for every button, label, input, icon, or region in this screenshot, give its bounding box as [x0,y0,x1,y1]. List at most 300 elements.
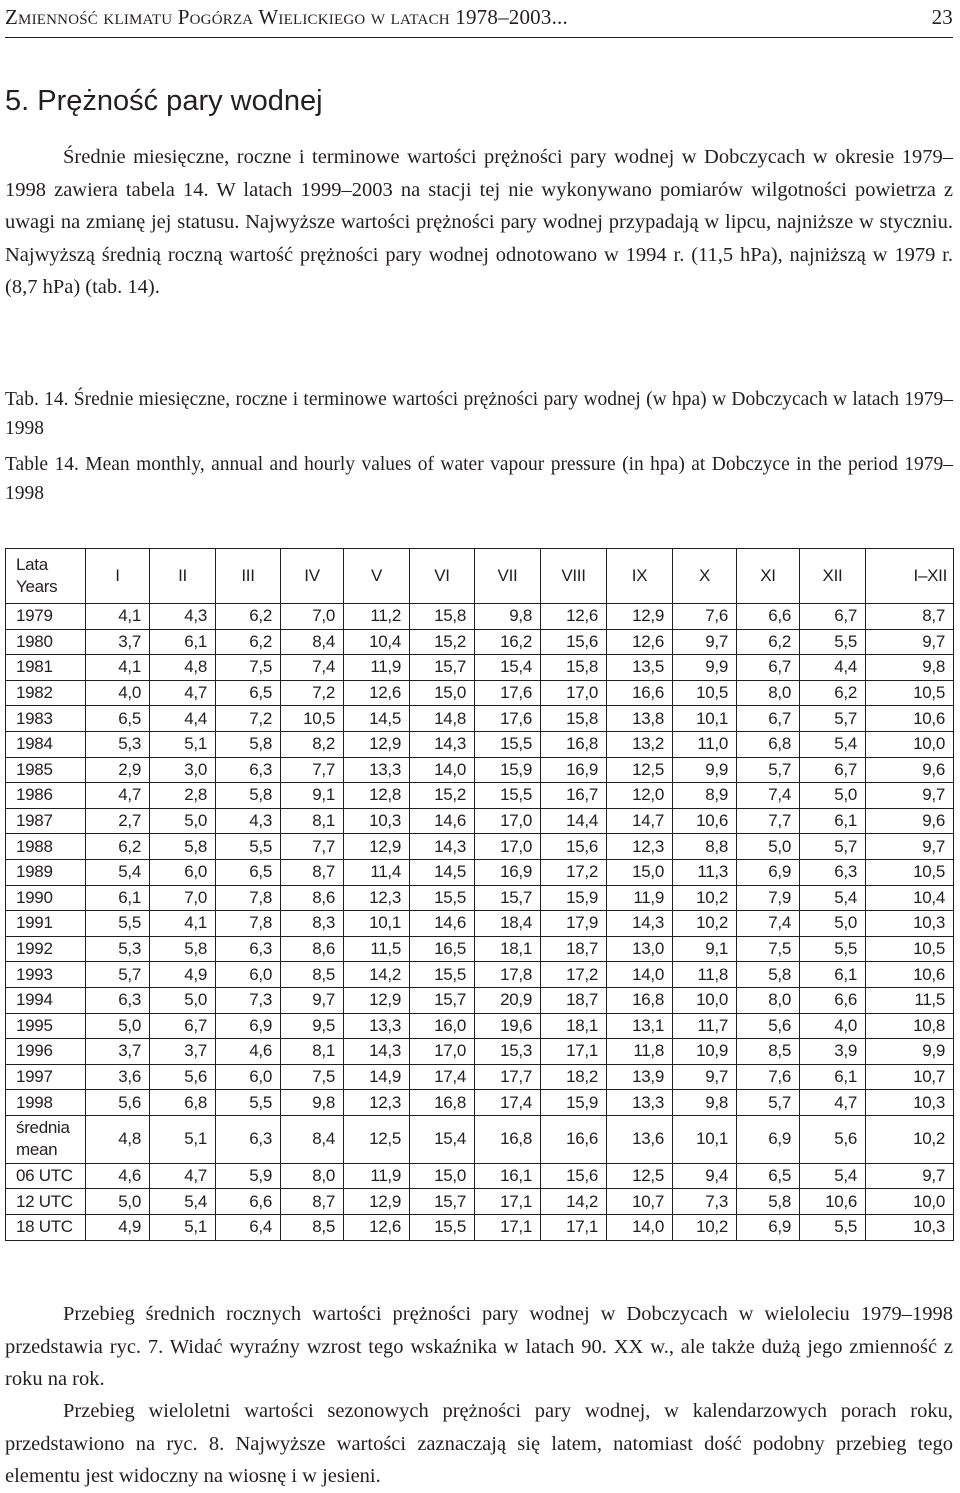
table-cell: 5,0 [150,808,216,834]
table-cell: 4,8 [150,655,216,681]
table-cell: 7,8 [216,885,281,911]
table-cell: 14,0 [410,757,475,783]
table-cell: 17,1 [541,1039,607,1065]
table-cell: 8,6 [281,885,344,911]
row-label: 1993 [6,962,86,988]
table-cell: 4,8 [86,1115,150,1163]
table-cell: 17,6 [475,680,541,706]
table-cell: 11,4 [344,859,410,885]
table-cell: 11,2 [344,604,410,630]
table-cell: 11,9 [344,655,410,681]
table-cell: 10,0 [866,731,954,757]
table-cell: 14,6 [410,911,475,937]
table-cell: 12,9 [344,731,410,757]
table-cell: 16,9 [541,757,607,783]
table-cell: 6,1 [800,1064,866,1090]
table-cell: 4,4 [150,706,216,732]
table-cell: 15,2 [410,783,475,809]
column-header: IV [281,549,344,604]
row-label-line: średnia [16,1118,70,1138]
table-cell: 14,4 [541,808,607,834]
table-cell: 7,0 [150,885,216,911]
table-cell: 6,1 [800,808,866,834]
table-cell: 7,5 [216,655,281,681]
table-row [6,936,954,962]
column-header: XII [800,549,866,604]
table-cell: 4,1 [150,911,216,937]
table-cell: 15,7 [410,655,475,681]
table-cell: 4,1 [86,604,150,630]
table-cell: 16,0 [410,1013,475,1039]
row-label: 1983 [6,706,86,732]
table-cell: 6,2 [800,680,866,706]
table-cell: 15,5 [410,885,475,911]
table-caption-en: Table 14. Mean monthly, annual and hourly values of water vapour pressure (in hpa) at Dobczyce in the period 1979–1998 [5,454,953,504]
table-cell: 7,5 [281,1064,344,1090]
table-cell: 5,7 [737,757,800,783]
table-cell: 5,8 [737,962,800,988]
table-cell: 9,6 [866,808,954,834]
table-cell: 5,0 [737,834,800,860]
table-cell: 19,6 [475,1013,541,1039]
table-cell: 14,7 [607,808,673,834]
table-cell: 9,7 [281,987,344,1013]
table-cell: 3,7 [86,629,150,655]
table-cell: 6,7 [737,655,800,681]
table-caption-pl: Tab. 14. Średnie miesięczne, roczne i terminowe wartości prężności pary wodnej (w hpa) w Dobczycach w latach 1979–1998 [5,389,953,439]
header-label-bottom: Years [16,577,58,596]
table-cell: 18,7 [541,936,607,962]
table-cell: 5,7 [800,834,866,860]
table-cell: 8,0 [281,1163,344,1189]
table-cell: 10,2 [866,1115,954,1163]
table-cell: 12,3 [344,1090,410,1116]
table-cell: 7,8 [216,911,281,937]
table-cell: 8,4 [281,629,344,655]
column-header: VIII [541,549,607,604]
table-cell: 15,2 [410,629,475,655]
table-cell: 4,3 [150,604,216,630]
table-row [6,783,954,809]
table-cell: 9,4 [673,1163,737,1189]
table-cell: 18,7 [541,987,607,1013]
table-cell: 15,8 [541,706,607,732]
water-vapour-table [5,548,954,1241]
table-cell: 13,3 [607,1090,673,1116]
table-cell: 13,2 [607,731,673,757]
table-cell: 5,7 [737,1090,800,1116]
table-cell: 7,6 [673,604,737,630]
table-cell: 8,7 [866,604,954,630]
table-cell: 5,6 [737,1013,800,1039]
table-cell: 17,4 [410,1064,475,1090]
table-cell: 11,8 [673,962,737,988]
table-cell: 7,7 [737,808,800,834]
table-cell: 14,3 [344,1039,410,1065]
table-cell: 8,0 [737,680,800,706]
table-cell: 7,2 [281,680,344,706]
table-row [6,885,954,911]
row-label: 1981 [6,655,86,681]
table-cell: 5,1 [150,1115,216,1163]
table-cell: 6,2 [86,834,150,860]
page-number: 23 [931,5,953,29]
table-cell: 15,5 [410,1215,475,1241]
hour-row [6,1189,954,1215]
table-cell: 8,6 [281,936,344,962]
table-cell: 5,5 [216,1090,281,1116]
table-cell: 13,5 [607,655,673,681]
table-cell: 5,5 [216,834,281,860]
table-cell: 9,8 [673,1090,737,1116]
table-cell: 16,1 [475,1163,541,1189]
table-cell: 17,2 [541,962,607,988]
table-cell: 6,6 [216,1189,281,1215]
table-cell: 4,7 [150,680,216,706]
table-cell: 18,4 [475,911,541,937]
table-cell: 15,3 [475,1039,541,1065]
table-cell: 6,9 [737,859,800,885]
table-cell: 15,9 [541,885,607,911]
table-row [6,1039,954,1065]
table-cell: 5,0 [150,987,216,1013]
table-row [6,962,954,988]
table-cell: 13,3 [344,1013,410,1039]
table-cell: 10,3 [344,808,410,834]
table-cell: 14,9 [344,1064,410,1090]
table-cell: 8,8 [673,834,737,860]
table-cell: 12,6 [607,629,673,655]
table-cell: 8,2 [281,731,344,757]
table-row [6,1013,954,1039]
table-cell: 9,9 [673,757,737,783]
table-cell: 12,3 [344,885,410,911]
row-label: 1987 [6,808,86,834]
row-label: 1988 [6,834,86,860]
row-label: 1991 [6,911,86,937]
table-cell: 9,5 [281,1013,344,1039]
table-cell: 6,8 [150,1090,216,1116]
table-cell: 15,6 [541,834,607,860]
table-cell: 15,9 [475,757,541,783]
table-cell: 5,1 [150,731,216,757]
table-cell: 11,3 [673,859,737,885]
mean-row [6,1115,954,1163]
intro-paragraph: Średnie miesięczne, roczne i terminowe wartości prężności pary wodnej w Dobczycach w okresie 1979–1998 zawiera tabela 14. W latach 1999–2003 na stacji tej nie wykonywano pomiarów wilgotności powietrza z uwagi na zmianę jej statusu. Najwyższe wartości prężności pary wodnej przypadają w lipcu, najniższe w styczniu. Najwyższą średnią roczną wartość prężności pary wodnej odnotowano w 1994 r. (11,5 hPa), najniższą w 1979 r. (8,7 hPa) (tab. 14). [5,146,953,298]
table-cell: 10,4 [344,629,410,655]
table-cell: 8,9 [673,783,737,809]
table-cell: 5,8 [150,834,216,860]
table-cell: 9,7 [866,834,954,860]
header-rule [5,37,953,38]
table-cell: 7,3 [673,1189,737,1215]
table-cell: 11,8 [607,1039,673,1065]
table-cell: 8,1 [281,1039,344,1065]
table-cell: 6,7 [150,1013,216,1039]
table-cell: 7,4 [737,911,800,937]
table-cell: 12,5 [607,1163,673,1189]
row-label: 06 UTC [6,1163,86,1189]
table-cell: 9,7 [673,629,737,655]
table-cell: 4,1 [86,655,150,681]
table-cell: 14,3 [410,731,475,757]
table-cell: 17,0 [410,1039,475,1065]
row-label: 1997 [6,1064,86,1090]
table-cell: 7,5 [737,936,800,962]
table-cell: 10,5 [281,706,344,732]
table-cell: 10,7 [866,1064,954,1090]
table-cell: 6,3 [216,936,281,962]
table-cell: 15,5 [410,962,475,988]
closing-paragraph-1: Przebieg średnich rocznych wartości prężności pary wodnej w Dobczycach w wieloleciu 1979–1998 przedstawia ryc. 7. Widać wyraźny wzrost tego wskaźnika w latach 90. XX w., ale także dużą jego zmienność z roku na rok. [5,1303,953,1390]
table-cell: 5,6 [150,1064,216,1090]
table-row [6,706,954,732]
row-label-line: mean [16,1140,58,1160]
table-cell: 11,5 [344,936,410,962]
table-cell: 16,6 [607,680,673,706]
table-cell: 17,7 [475,1064,541,1090]
row-label: 1984 [6,731,86,757]
table-cell: 4,9 [86,1215,150,1241]
table-cell: 7,7 [281,757,344,783]
table-cell: 17,8 [475,962,541,988]
table-cell: 9,8 [866,655,954,681]
table-cell: 14,6 [410,808,475,834]
table-cell: 17,0 [475,834,541,860]
table-cell: 15,0 [410,1163,475,1189]
table-cell: 8,1 [281,808,344,834]
table-cell: 5,0 [86,1013,150,1039]
table-cell: 12,9 [344,1189,410,1215]
table-cell: 11,7 [673,1013,737,1039]
table-body [6,604,954,1241]
table-cell: 10,3 [866,1090,954,1116]
table-cell: 15,8 [410,604,475,630]
table-cell: 7,7 [281,834,344,860]
table-cell: 12,9 [607,604,673,630]
table-cell: 12,5 [344,1115,410,1163]
table-cell: 10,3 [866,1215,954,1241]
table-cell: 4,9 [150,962,216,988]
table-cell: 10,6 [673,808,737,834]
table-cell: 9,7 [866,629,954,655]
table-cell: 3,0 [150,757,216,783]
table-cell: 5,8 [216,783,281,809]
running-head [5,4,953,30]
table-cell: 6,3 [216,1115,281,1163]
row-label: 12 UTC [6,1189,86,1215]
table-cell: 10,1 [673,1115,737,1163]
table-cell: 13,6 [607,1115,673,1163]
table-cell: 9,8 [475,604,541,630]
table-row [6,808,954,834]
table-cell: 10,6 [866,706,954,732]
table-cell: 15,0 [607,859,673,885]
table-cell: 6,7 [737,706,800,732]
table-cell: 5,6 [86,1090,150,1116]
table-cell: 5,8 [150,936,216,962]
table-cell: 11,9 [344,1163,410,1189]
table-cell: 17,1 [541,1215,607,1241]
table-cell: 4,0 [800,1013,866,1039]
table-cell: 6,5 [737,1163,800,1189]
header-label-top: Lata [16,555,48,574]
table-cell: 18,1 [475,936,541,962]
table-cell: 6,3 [216,757,281,783]
table-cell: 10,7 [607,1189,673,1215]
table-cell: 12,9 [344,834,410,860]
table-cell: 17,0 [475,808,541,834]
table-cell: 2,9 [86,757,150,783]
table-cell: 10,2 [673,911,737,937]
table-cell: 8,5 [281,962,344,988]
table-cell: 15,7 [410,1189,475,1215]
table-cell: 6,9 [216,1013,281,1039]
table-cell: 14,8 [410,706,475,732]
table-cell: 10,1 [344,911,410,937]
column-header: II [150,549,216,604]
table-cell: 13,3 [344,757,410,783]
table-cell: 6,9 [737,1215,800,1241]
table-cell: 9,1 [281,783,344,809]
table-cell: 6,6 [800,987,866,1013]
table-cell: 3,6 [86,1064,150,1090]
table-cell: 12,6 [541,604,607,630]
table-cell: 5,5 [86,911,150,937]
table-cell: 6,2 [737,629,800,655]
table-cell: 11,5 [866,987,954,1013]
table-cell: 7,0 [281,604,344,630]
table-cell: 12,8 [344,783,410,809]
table-cell: 12,5 [607,757,673,783]
table-cell: 12,9 [344,987,410,1013]
table-cell: 10,9 [673,1039,737,1065]
table-cell: 14,2 [541,1189,607,1215]
table-cell: 5,5 [800,629,866,655]
table-cell: 10,3 [866,911,954,937]
table-cell: 15,8 [541,655,607,681]
table-cell: 16,9 [475,859,541,885]
table-cell: 5,9 [216,1163,281,1189]
table-cell: 14,3 [410,834,475,860]
table-cell: 5,0 [800,783,866,809]
column-header: III [216,549,281,604]
table-cell: 2,8 [150,783,216,809]
table-cell: 10,6 [866,962,954,988]
table-cell: 4,7 [150,1163,216,1189]
table-cell: 14,5 [344,706,410,732]
table-row [6,604,954,630]
table-cell: 8,5 [737,1039,800,1065]
column-header: XI [737,549,800,604]
table-cell: 4,4 [800,655,866,681]
hour-row [6,1215,954,1241]
table-cell: 17,1 [475,1189,541,1215]
row-label: 1989 [6,859,86,885]
table-cell: 10,2 [673,1215,737,1241]
table-cell: 5,8 [216,731,281,757]
column-header: VII [475,549,541,604]
table-cell: 9,8 [281,1090,344,1116]
table-cell: 12,0 [607,783,673,809]
row-label: 1995 [6,1013,86,1039]
table-cell: 16,5 [410,936,475,962]
table-cell: 13,1 [607,1013,673,1039]
table-cell: 10,0 [866,1189,954,1215]
table-row [6,731,954,757]
table-cell: 9,7 [673,1064,737,1090]
table-cell: 14,0 [607,962,673,988]
hour-row [6,1163,954,1189]
column-header: X [673,549,737,604]
table-cell: 6,3 [86,987,150,1013]
table-row [6,1090,954,1116]
table-cell: 8,4 [281,1115,344,1163]
table-cell: 6,0 [150,859,216,885]
table-cell: 9,6 [866,757,954,783]
table-cell: 15,4 [410,1115,475,1163]
table-cell: 5,8 [737,1189,800,1215]
table-cell: 7,3 [216,987,281,1013]
table-cell: 6,5 [216,680,281,706]
table-cell: 6,7 [800,757,866,783]
column-header: VI [410,549,475,604]
column-header: I [86,549,150,604]
table-cell: 11,9 [607,885,673,911]
row-label: 1996 [6,1039,86,1065]
table-row [6,1064,954,1090]
table-cell: 16,7 [541,783,607,809]
table-cell: 6,4 [216,1215,281,1241]
table-cell: 5,3 [86,731,150,757]
table-cell: 5,0 [800,911,866,937]
table-cell: 10,0 [673,987,737,1013]
table-cell: 6,0 [216,1064,281,1090]
table-cell: 6,2 [216,604,281,630]
table-cell: 10,2 [673,885,737,911]
table-cell: 4,3 [216,808,281,834]
table-cell: 12,6 [344,680,410,706]
row-label: 1979 [6,604,86,630]
table-cell: 9,9 [673,655,737,681]
table-cell: 6,3 [800,859,866,885]
table-cell: 6,5 [86,706,150,732]
table-header-row [6,549,954,604]
table-cell: 6,8 [737,731,800,757]
row-label: 1986 [6,783,86,809]
table-row [6,987,954,1013]
table-cell: 17,1 [475,1215,541,1241]
table-cell: 6,7 [800,604,866,630]
table-cell: 18,1 [541,1013,607,1039]
table-cell: 3,7 [86,1039,150,1065]
table-cell: 13,8 [607,706,673,732]
table-cell: 7,4 [737,783,800,809]
table-cell: 8,3 [281,911,344,937]
table-cell: 14,5 [410,859,475,885]
table-cell: 13,0 [607,936,673,962]
row-label: 1990 [6,885,86,911]
table-cell: 5,3 [86,936,150,962]
closing-paragraph-2: Przebieg wieloletni wartości sezonowych prężności pary wodnej, w kalendarzowych porach roku, przedstawiono na ryc. 8. Najwyższe wartości zaznaczają się latem, natomiast dość podobny przebieg tego elementu jest widoczny na wiosnę i w jesieni. [5,1400,953,1487]
table-row [6,680,954,706]
table-cell: 15,5 [475,731,541,757]
table-cell: 6,1 [86,885,150,911]
table-cell: 16,8 [410,1090,475,1116]
table-cell: 4,6 [86,1163,150,1189]
row-label: 1980 [6,629,86,655]
table-cell: 16,8 [607,987,673,1013]
